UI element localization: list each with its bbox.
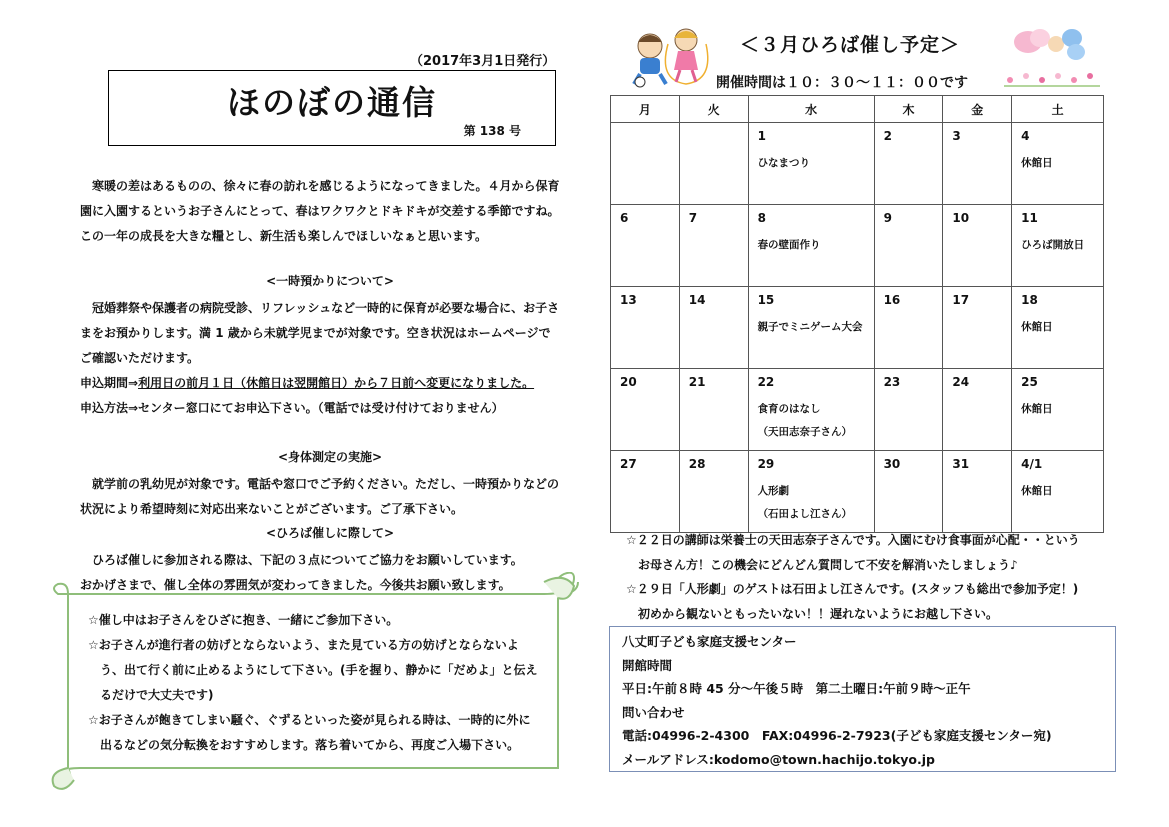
- text-line: ご確認いただけます。: [80, 351, 200, 365]
- rule-line: るだけで大丈夫です): [100, 688, 214, 702]
- flowers-illustration: [1004, 66, 1100, 88]
- text-line: おかげさまで、催し全体の雰囲気が変わってきました。今後共お願い致します。: [80, 578, 511, 592]
- day-number: 30: [883, 457, 901, 471]
- weekday-row: [611, 96, 1104, 123]
- day-number: 6: [620, 211, 629, 225]
- event-hours: 開催時間は１０：３０～１１：００です: [716, 75, 968, 91]
- event-calendar: [610, 95, 1104, 533]
- issue-number: 第 138 号: [463, 124, 521, 138]
- day-number: 7: [688, 211, 698, 225]
- weekday-header: 土: [1012, 96, 1104, 123]
- calendar-day-cell: [748, 451, 874, 533]
- body-measure-body: [80, 472, 580, 522]
- day-number: 2: [883, 129, 892, 143]
- day-number: 27: [620, 457, 637, 471]
- title-box: [108, 70, 556, 146]
- event-label: 休館日: [1021, 403, 1053, 415]
- day-number: 22: [757, 375, 775, 389]
- hours-text: 平日:午前８時 45 分～午後５時 第二土曜日:午前９時～正午: [622, 681, 971, 696]
- calendar-day-cell: [611, 205, 680, 287]
- day-number: 8: [757, 211, 766, 225]
- day-number: 4/1: [1021, 457, 1043, 471]
- weekday-header: 木: [874, 96, 943, 123]
- calendar-day-cell: [679, 205, 748, 287]
- text-line: 就学前の乳幼児が対象です。電話や窓口でご予約ください。ただし、一時預かりなどの: [80, 477, 560, 491]
- event-label: ひなまつり: [757, 157, 811, 169]
- calendar-day-cell: [874, 123, 943, 205]
- calendar-day-cell: [611, 451, 680, 533]
- weekday-header: 火: [679, 96, 748, 123]
- calendar-day-cell: [611, 123, 680, 205]
- phone-fax: 電話:04996-2-4300 FAX:04996-2-7923(子ども家庭支援センター宛): [622, 728, 1052, 743]
- day-number: 4: [1021, 129, 1030, 143]
- calendar-day-cell: [748, 287, 874, 369]
- calendar-day-cell: [943, 205, 1012, 287]
- calendar-day-cell: [679, 451, 748, 533]
- day-number: 13: [620, 293, 637, 307]
- text-line: 寒暖の差はあるものの、徐々に春の訪れを感じるようになってきました。４月から保育: [80, 179, 560, 193]
- day-number: 29: [757, 457, 775, 471]
- issue-date: （2017年3月1日発行）: [410, 54, 556, 69]
- event-label: 休館日: [1021, 321, 1053, 333]
- text-line: 冠婚葬祭や保護者の病院受診、リフレッシュなど一時的に保育が必要な場合に、お子さ: [80, 301, 560, 315]
- event-label: 休館日: [1021, 485, 1053, 497]
- text-line: まをお預かりします。満 1 歳から未就学児までが対象です。空き状況はホームページで: [80, 326, 551, 340]
- text-line: 状況により希望時刻に対応出来ないことがございます。ご了承下さい。: [80, 502, 464, 516]
- day-number: 24: [952, 375, 970, 389]
- calendar-day-cell: [748, 205, 874, 287]
- weekday-header: 金: [943, 96, 1012, 123]
- calendar-day-cell: [943, 123, 1012, 205]
- event-label: 休館日: [1021, 157, 1053, 169]
- rule-line: う、出て行く前に止めるようにして下さい。(手を握り、静かに「だめよ」と伝え: [100, 663, 538, 677]
- event-label: 人形劇: [757, 485, 790, 497]
- contact-label: 問い合わせ: [622, 704, 685, 720]
- contact-info: [622, 630, 1112, 771]
- calendar-day-cell: [611, 369, 680, 451]
- day-number: 1: [757, 129, 766, 143]
- calendar-day-cell: [1012, 287, 1104, 369]
- kids-jumping-illustration: [628, 24, 718, 90]
- calendar-day-cell: [943, 369, 1012, 451]
- note-line: ☆２２日の講師は栄養士の天田志奈子さんです。入園にむけ食事面が心配・・という: [626, 533, 1080, 547]
- section-heading-temp-care: <一時預かりについて>: [266, 274, 394, 288]
- calendar-day-cell: [611, 287, 680, 369]
- day-number: 28: [688, 457, 706, 471]
- text-line: ひろば催しに参加される際は、下記の３点についてご協力をお願いしています。: [80, 553, 523, 567]
- day-number: 16: [883, 293, 901, 307]
- calendar-week-row: [611, 205, 1104, 287]
- application-method: 申込方法⇒センター窓口にてお申込下さい。（電話では受け付けておりません）: [80, 401, 504, 415]
- calendar-day-cell: [1012, 123, 1104, 205]
- email-address: メールアドレス:kodomo@town.hachijo.tokyo.jp: [622, 751, 935, 767]
- day-number: 17: [952, 293, 970, 307]
- rule-line: ☆催し中はお子さんをひざに抱き、一緒にご参加下さい。: [88, 613, 399, 627]
- calendar-week-row: [611, 451, 1104, 533]
- calendar-day-cell: [1012, 205, 1104, 287]
- calendar-day-cell: [874, 287, 943, 369]
- temp-care-body: [80, 296, 580, 421]
- section-heading-body-measure: <身体測定の実施>: [277, 450, 383, 464]
- day-number: 18: [1021, 293, 1038, 307]
- event-label: 食育のはなし: [757, 403, 821, 415]
- hours-label: 開館時間: [622, 657, 673, 673]
- calendar-day-cell: [874, 369, 943, 451]
- period-detail: 利用日の前月１日（休館日は翌開館日）から７日前へ変更になりました。: [138, 376, 535, 390]
- event-label: 春の壁面作り: [757, 239, 821, 251]
- calendar-day-cell: [679, 369, 748, 451]
- weekday-header: 水: [748, 96, 874, 123]
- day-number: 23: [883, 375, 901, 389]
- note-line: お母さん方！この機会にどんどん質問して不安を解消いたしましょう♪: [626, 557, 1018, 572]
- note-line: ☆２９日「人形劇」のゲストは石田よし江さんです。(スタッフも総出で参加予定！): [626, 582, 1079, 596]
- calendar-day-cell: [748, 369, 874, 451]
- day-number: 15: [757, 293, 775, 307]
- calendar-day-cell: [748, 123, 874, 205]
- note-line: 初めから観ないともったいない！！遅れないようにお越し下さい。: [626, 606, 999, 621]
- section-heading-hiroba: <ひろば催しに際して>: [265, 526, 395, 540]
- event-label: （石田よし江さん）: [757, 508, 853, 520]
- application-period: 申込期間⇒利用日の前月１日（休館日は翌開館日）から７日前へ変更になりました。: [80, 376, 535, 390]
- calendar-day-cell: [1012, 369, 1104, 451]
- day-number: 3: [952, 129, 961, 143]
- calendar-day-cell: [1012, 451, 1104, 533]
- calendar-day-cell: [679, 123, 748, 205]
- calendar-week-row: [611, 123, 1104, 205]
- rule-line: ☆お子さんが進行者の妨げとならないよう、また見ている方の妨げとならないよ: [88, 638, 519, 652]
- calendar-title: ＜３月ひろば催し予定＞: [740, 34, 961, 56]
- calendar-day-cell: [943, 287, 1012, 369]
- day-number: 21: [688, 375, 706, 389]
- intro-paragraph: [80, 174, 580, 249]
- newsletter-title: ほのぼの通信: [227, 83, 437, 122]
- calendar-day-cell: [874, 451, 943, 533]
- event-notes: [626, 528, 1116, 626]
- day-number: 31: [952, 457, 970, 471]
- fairy-illustration: [1010, 22, 1090, 66]
- day-number: 11: [1021, 211, 1038, 225]
- rule-line: ☆お子さんが飽きてしまい騒ぐ、ぐずるといった姿が見られる時は、一時的に外に: [88, 713, 531, 727]
- day-number: 20: [620, 375, 637, 389]
- text-line: この一年の成長を大きな糧とし、新生活も楽しんでほしいなぁと思います。: [80, 229, 488, 243]
- event-label: （天田志奈子さん）: [757, 426, 853, 438]
- day-number: 25: [1021, 375, 1038, 389]
- weekday-header: 月: [611, 96, 680, 123]
- calendar-week-row: [611, 287, 1104, 369]
- day-number: 10: [952, 211, 970, 225]
- text-line: 園に入園するというお子さんにとって、春はワクワクとドキドキが交差する季節ですね。: [80, 204, 560, 218]
- calendar-day-cell: [874, 205, 943, 287]
- day-number: 9: [883, 211, 892, 225]
- calendar-day-cell: [943, 451, 1012, 533]
- event-label: ひろば開放日: [1021, 239, 1085, 251]
- calendar-day-cell: [679, 287, 748, 369]
- event-label: 親子でミニゲーム大会: [757, 321, 863, 333]
- rule-line: 出るなどの気分転換をおすすめします。落ち着いてから、再度ご入場下さい。: [100, 738, 520, 752]
- day-number: 14: [688, 293, 706, 307]
- center-name: 八丈町子ども家庭支援センター: [622, 634, 797, 649]
- calendar-week-row: [611, 369, 1104, 451]
- scroll-rules: [88, 608, 568, 758]
